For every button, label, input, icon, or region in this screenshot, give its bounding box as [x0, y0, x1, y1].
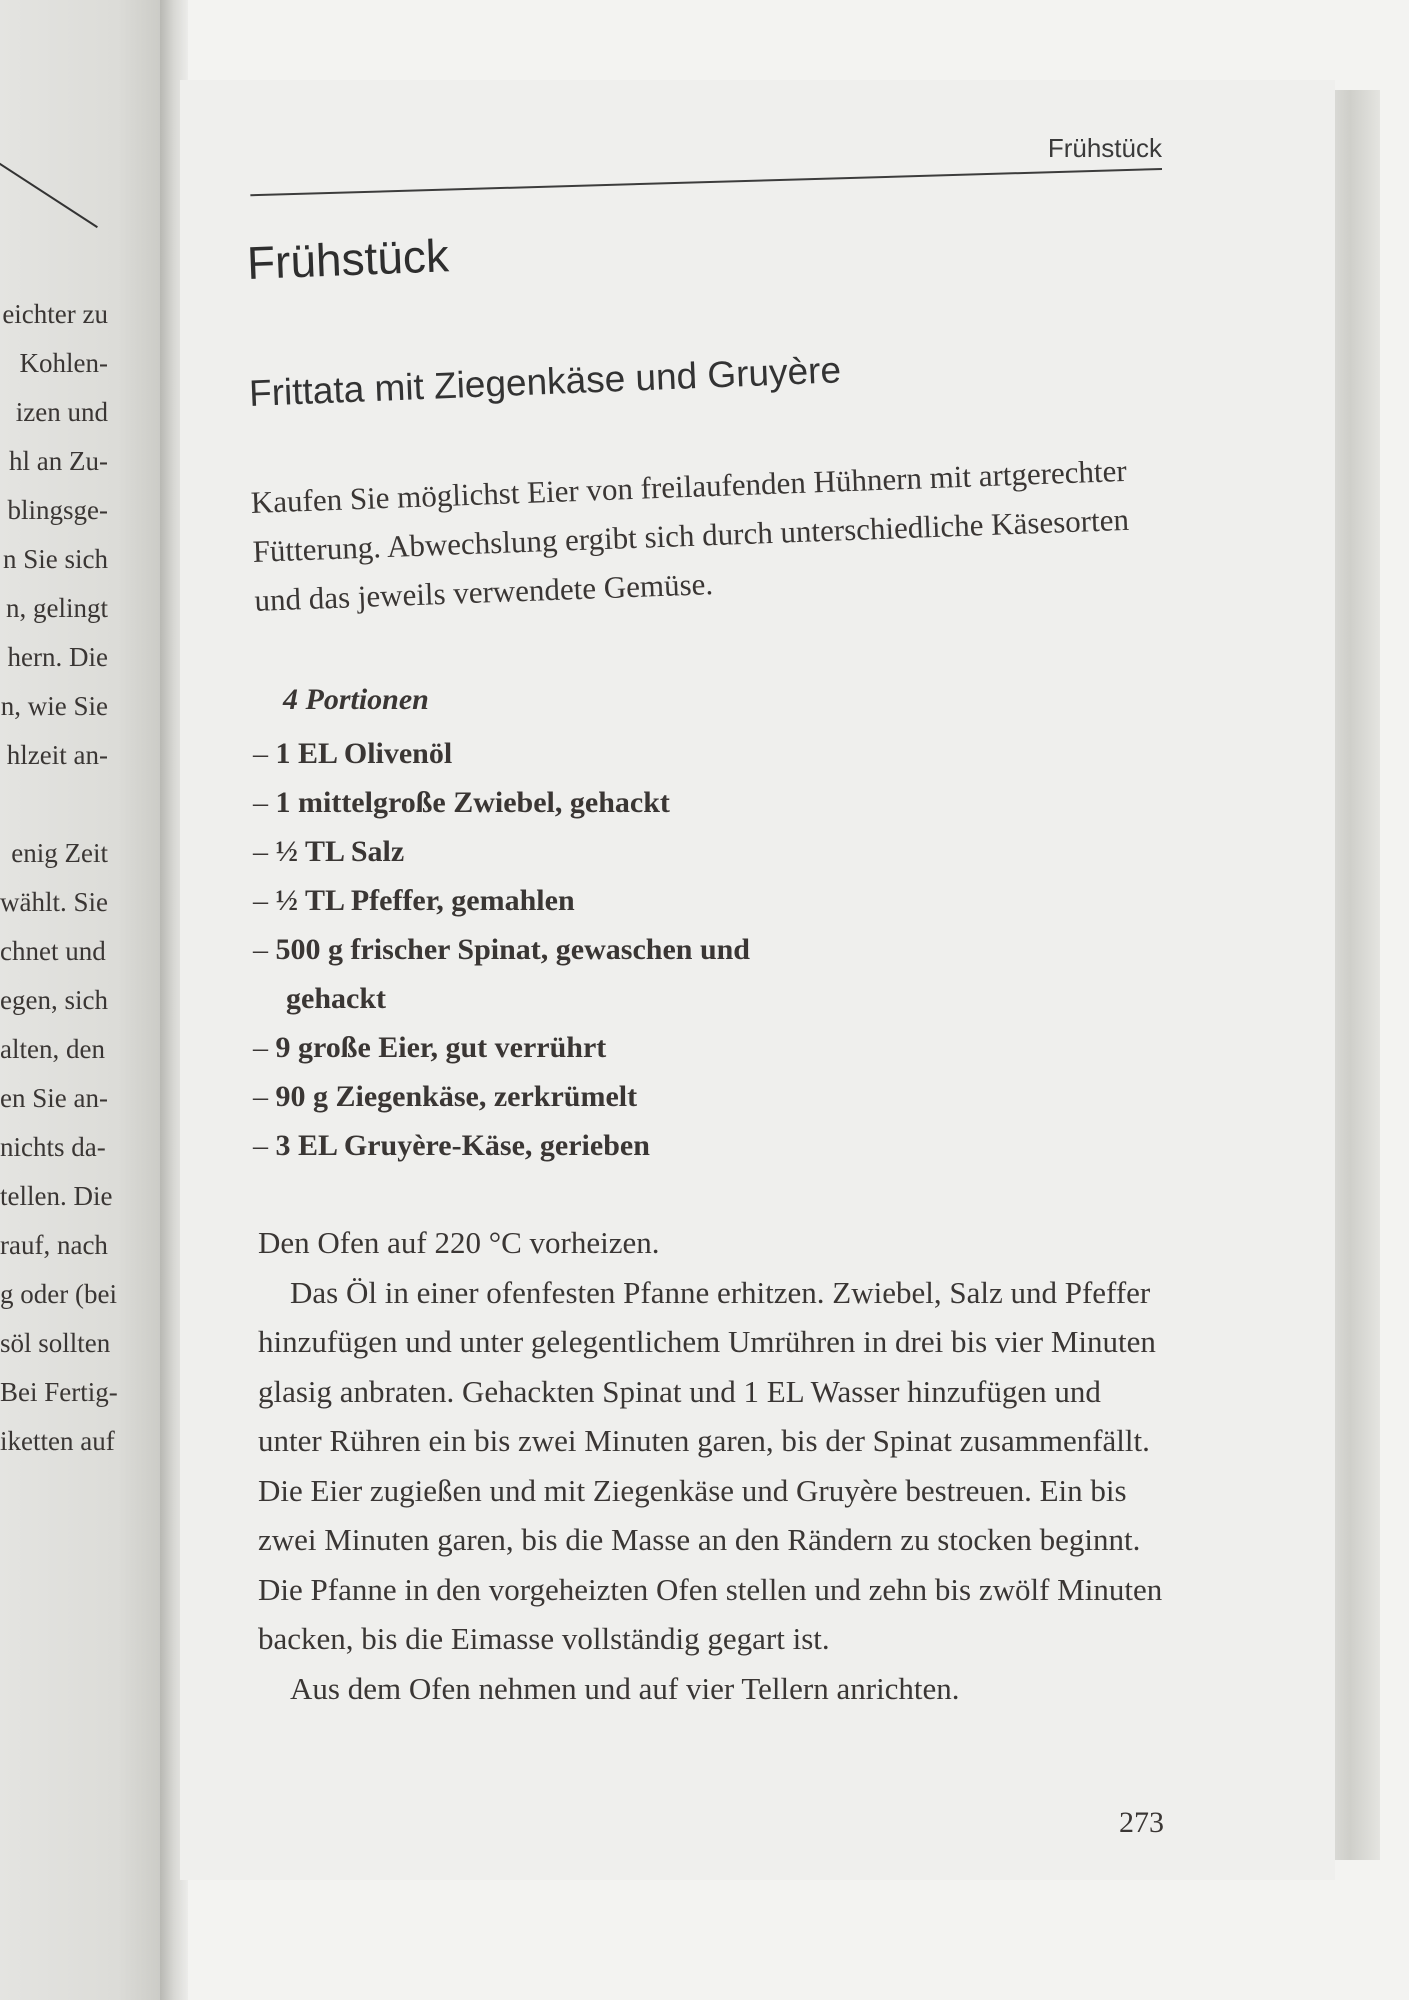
left-line: izen und — [15, 397, 108, 427]
left-line: Kohlen- — [19, 348, 108, 378]
running-head: Frühstück — [1047, 133, 1162, 163]
left-line: n, gelingt — [6, 593, 108, 623]
ingredient-item: – 90 g Ziegenkäse, zerkrümelt — [253, 1072, 1053, 1121]
ingredient-item: – ½ TL Pfeffer, gemahlen — [253, 876, 1053, 925]
ingredient-item: – 1 mittelgroße Zwiebel, gehackt — [253, 778, 1053, 827]
left-line: enig Zeit — [11, 838, 108, 868]
recipe-intro: Kaufen Sie möglichst Eier von freilaufenden Hühnern mit artgerechter Fütterung. Abwechslung ergibt sich durch unterschiedliche Käsesorten und das jeweils verwendete Gemüse. — [250, 452, 1130, 618]
left-page — [0, 0, 168, 2000]
ingredient-item: – ½ TL Salz — [253, 827, 1053, 876]
method-paragraph: Den Ofen auf 220 °C vorheizen. — [258, 1225, 660, 1260]
recipe-title: Frittata mit Ziegenkäse und Gruyère — [248, 349, 842, 415]
left-line: eichter zu — [2, 299, 108, 329]
left-line: hl an Zu- — [9, 446, 108, 476]
left-line — [0, 780, 168, 829]
left-line: alten, den — [0, 1034, 105, 1064]
page-number: 273 — [1119, 1806, 1164, 1839]
left-page-text — [0, 290, 168, 1466]
left-line: iketten auf — [0, 1426, 115, 1456]
left-line: tellen. Die — [0, 1181, 113, 1211]
left-line: hlzeit an- — [6, 740, 108, 770]
left-line: wählt. Sie — [0, 887, 108, 917]
ingredient-item: – 1 EL Olivenöl — [253, 729, 1053, 778]
method-text — [258, 1218, 1163, 1713]
left-line: söl sollten — [0, 1328, 111, 1358]
ingredient-item: – 3 EL Gruyère-Käse, gerieben — [253, 1121, 1053, 1170]
left-line: chnet und — [0, 936, 106, 966]
left-line: en Sie an- — [0, 1083, 108, 1113]
method-paragraph: Das Öl in einer ofenfesten Pfanne erhitzen. Zwiebel, Salz und Pfeffer hinzufügen und unter gelegentlichem Umrühren in drei bis vier Minuten glasig anbraten. Gehackten Spinat und 1 EL Wasser hinzufügen und unter Rühren ein bis zwei Minuten garen, bis der Spinat zusammenfällt. Die Eier zugießen und mit Ziegenkäse und Gruyère bestreuen. Ein bis zwei Minuten garen, bis die Masse an den Rändern zu stocken beginnt. Die Pfanne in den vorgeheizten Ofen stellen und zehn bis zwölf Minuten backen, bis die Eimasse vollständig gegart ist. — [258, 1274, 1163, 1656]
left-line: rauf, nach — [0, 1230, 108, 1260]
left-line: g oder (bei — [0, 1279, 117, 1309]
portions: 4 Portionen — [283, 683, 429, 716]
left-line: Bei Fertig- — [0, 1377, 118, 1407]
book-page-edges — [1330, 90, 1380, 1860]
section-title: Frühstück — [245, 229, 450, 290]
left-line: egen, sich — [0, 985, 108, 1015]
ingredient-item: – 500 g frischer Spinat, gewaschen und gehackt — [253, 925, 806, 1023]
left-line: n, wie Sie — [0, 691, 108, 721]
left-line: blingsge- — [7, 495, 108, 525]
left-line: hern. Die — [7, 642, 108, 672]
left-line: nichts da- — [0, 1132, 106, 1162]
ingredient-list — [253, 729, 1053, 1170]
method-paragraph: Aus dem Ofen nehmen und auf vier Tellern anrichten. — [290, 1670, 960, 1706]
ingredient-item: – 9 große Eier, gut verrührt — [253, 1023, 1053, 1072]
left-line: n Sie sich — [3, 544, 108, 574]
left-page-rule — [0, 150, 98, 228]
